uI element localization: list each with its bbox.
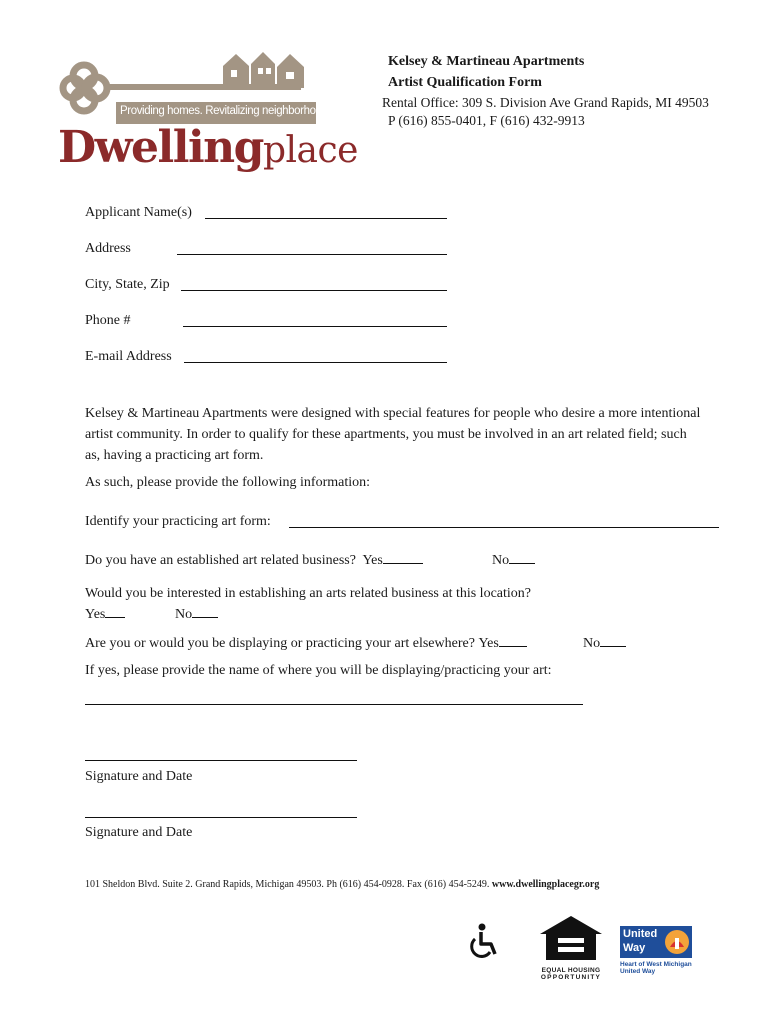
business-yes-blank[interactable]: [383, 551, 423, 564]
interest-yes-label: Yes: [85, 607, 106, 622]
applicant-label: Applicant Name(s): [85, 205, 192, 220]
display-question: [85, 634, 527, 653]
display-yes-blank[interactable]: [499, 634, 527, 647]
uw-line2: Way: [623, 942, 646, 954]
interest-no-blank[interactable]: [192, 605, 218, 618]
city-line[interactable]: [181, 290, 447, 291]
interest-no: [175, 605, 218, 624]
applicant-line[interactable]: [205, 218, 447, 219]
display-question-text: Are you or would you be displaying or practicing your art elsewhere?: [85, 636, 475, 651]
footer-address: 101 Sheldon Blvd. Suite 2. Grand Rapids, Michigan 49503. Ph (616) 454-0928. Fax (616) 454-5249.: [85, 879, 490, 890]
email-line[interactable]: [184, 362, 447, 363]
ehl-line1: EQUAL HOUSING: [541, 967, 601, 974]
business-question: [85, 551, 423, 570]
display-no-blank[interactable]: [600, 634, 626, 647]
logo: [58, 48, 358, 178]
where-line[interactable]: [85, 704, 583, 705]
form-title: Artist Qualification Form: [388, 75, 542, 90]
united-way-badge: [620, 926, 694, 975]
phone-line[interactable]: [183, 326, 447, 327]
interest-question: Would you be interested in establishing an arts related business at this location?: [85, 586, 531, 601]
display-no: [583, 634, 626, 653]
address-label: Address: [85, 241, 131, 256]
logo-word-dwelling: Dwelling: [58, 122, 263, 173]
intro-paragraph: Kelsey & Martineau Apartments were designed with special features for people who desire a more intentional artist community. In order to qualify for these apartments, you must be involved in an art related field; such as, having a practicing art form.: [85, 406, 701, 463]
display-yes-label: Yes: [478, 636, 499, 651]
business-no-label: No: [492, 553, 510, 568]
office-phone: P (616) 855-0401, F (616) 432-9913: [388, 113, 585, 128]
business-no-blank[interactable]: [509, 551, 535, 564]
interest-yes-blank[interactable]: [105, 605, 125, 618]
footer: [85, 879, 599, 890]
email-label: E-mail Address: [85, 349, 172, 364]
interest-yes: [85, 605, 125, 624]
united-way-logo-box: [620, 926, 692, 958]
equal-housing-badge: [538, 914, 604, 981]
signature-line-1[interactable]: [85, 760, 357, 761]
display-no-label: No: [583, 636, 601, 651]
address-line[interactable]: [177, 254, 447, 255]
art-form-line[interactable]: [289, 527, 719, 528]
rental-office: Rental Office: 309 S. Division Ave Grand Rapids, MI 49503: [382, 95, 709, 110]
signature-label-1: Signature and Date: [85, 769, 193, 784]
united-way-hand-icon: [664, 929, 690, 955]
phone-label: Phone #: [85, 313, 131, 328]
intro-instruction: As such, please provide the following information:: [85, 475, 370, 490]
signature-label-2: Signature and Date: [85, 825, 193, 840]
uw-sub2: United Way: [620, 968, 656, 975]
uw-line1: United: [623, 928, 658, 940]
signature-line-2[interactable]: [85, 817, 357, 818]
footer-website[interactable]: www.dwellingplacegr.org: [491, 879, 600, 890]
business-yes-label: Yes: [362, 553, 383, 568]
equal-housing-icon: [538, 914, 604, 960]
city-label: City, State, Zip: [85, 277, 170, 292]
logo-word-place: place: [262, 130, 358, 171]
art-form-label: Identify your practicing art form:: [85, 514, 271, 529]
business-no: [492, 551, 535, 570]
where-question: If yes, please provide the name of where you will be displaying/practicing your art:: [85, 663, 552, 678]
ehl-line2: OPPORTUNITY: [540, 974, 602, 981]
wheelchair-icon: [464, 922, 504, 962]
logo-tagline: Providing homes. Revitalizing neighborhoods.: [120, 105, 336, 117]
business-question-text: Do you have an established art related business?: [85, 553, 356, 568]
interest-no-label: No: [175, 607, 193, 622]
uw-sub1: Heart of West Michigan: [620, 961, 692, 968]
property-name: Kelsey & Martineau Apartments: [388, 54, 585, 69]
